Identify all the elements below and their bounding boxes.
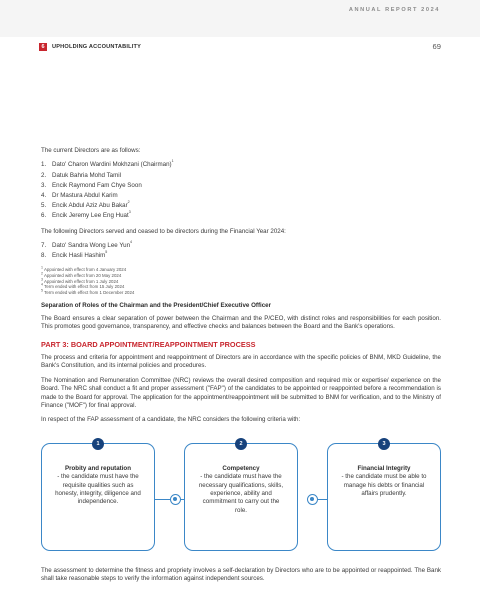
- footnote: $^2$ Appointed with effect from 20 May 2024: [41, 271, 122, 278]
- criteria-title: Financial Integrity: [357, 464, 411, 472]
- list-item: 7. Dato' Sandra Wong Lee Yun 4: [41, 239, 133, 249]
- footnote: $^3$ Appointed with effect from 1 July 2024: [41, 277, 119, 284]
- report-title: ANNUAL REPORT 2024: [348, 7, 440, 13]
- list-item: 8. Encik Hasli Hashim 5: [41, 250, 108, 260]
- list-item: 2. Datuk Bahria Mohd Tamil: [41, 171, 122, 179]
- criteria-description: - the candidate must have the necessary qualifications, skills, experience, ability and commitment to carry out the role.: [198, 473, 284, 514]
- header-band: [0, 0, 480, 37]
- part3-title: PART 3: BOARD APPOINTMENT/REAPPOINTMENT PROCESS: [41, 339, 256, 349]
- criteria-card-probity: [41, 440, 155, 551]
- part3-paragraph-3: In respect of the FAP assessment of a candidate, the NRC considers the following criteria with:: [41, 416, 301, 424]
- footnote: $^1$ Appointed with effect from 4 January 2024: [41, 265, 127, 273]
- criteria-card-financial-integrity: [327, 440, 441, 551]
- page-number: 69: [432, 42, 441, 51]
- criteria-description: - the candidate must have the requisite qualities such as honesty, integrity, diligence and independence.: [55, 473, 141, 506]
- directors-intro: The current Directors are as follows:: [41, 147, 141, 154]
- criteria-title: Competency: [222, 464, 260, 472]
- list-item: 4. Dr Mastura Abdul Karim: [41, 191, 118, 199]
- list-item: 1. Dato' Charon Wardini Mokhzani (Chairman) 1: [41, 159, 174, 169]
- footnote: $^4$ Term ended with effect from 15 July 2024: [41, 282, 125, 290]
- connector-dot-icon: [307, 494, 318, 505]
- list-item: 3. Encik Raymond Fam Chye Soon: [41, 181, 142, 189]
- part3-paragraph-2: The Nomination and Remuneration Committee (NRC) reviews the overall desired composition and required mix or expertise/ experience on the Board. The NRC shall conduct a fit and proper assessment ("FAP") of the candidates to be appointed or reappointed before a recommendation is made to the Board for approval. The application for the appointment/reappointment will be submitted to BNM for verification, and to the Ministry of Finance ("MOF") for final approval.: [41, 376, 441, 409]
- footnote: $^5$ Term ended with effect from 1 December 2024: [41, 288, 135, 295]
- section-number-badge: 6: [39, 43, 47, 51]
- criteria-description: - the candidate must be able to manage his debts or financial affairs prudently.: [341, 473, 427, 497]
- ceased-directors-intro: The following Directors served and ceased to be directors during the Financial Year 2024:: [41, 227, 286, 235]
- footnotes: [41, 267, 441, 295]
- current-directors-list: [41, 161, 441, 222]
- ceased-directors-list: [41, 239, 441, 262]
- step-number-badge: 1: [92, 438, 104, 450]
- connector-dot-icon: [170, 494, 181, 505]
- list-item: 5. Encik Abdul Aziz Abu Bakar 2: [41, 200, 130, 210]
- part3-closing: The assessment to determine the fitness and propriety involves a self-declaration by Directors who are to be appointed or reappointed. The Bank shall take reasonable steps to verify the information against independent sources.: [41, 566, 441, 583]
- criteria-title: Probity and reputation: [64, 464, 131, 472]
- list-item: 6. Encik Jeremy Lee Eng Huat 3: [41, 210, 131, 220]
- step-number-badge: 2: [235, 438, 247, 450]
- part3-paragraph-1: The process and criteria for appointment and reappointment of Directors are in accordance with the specific policies of BNM, MKD Guideline, the Bank's Constitution, and its internal policies and procedures.: [41, 353, 441, 370]
- separation-body: The Board ensures a clear separation of power between the Chairman and the P/CEO, with distinct roles and responsibilities for each position. This promotes good governance, transparency, and effective checks and balances between the Board and the Bank's operations.: [41, 314, 441, 331]
- main-content: [41, 147, 441, 590]
- section-title: UPHOLDING ACCOUNTABILITY: [52, 44, 142, 50]
- separation-heading: Separation of Roles of the Chairman and the President/Chief Executive Officer: [41, 302, 272, 310]
- step-number-badge: 3: [378, 438, 390, 450]
- criteria-card-competency: [184, 440, 298, 551]
- fap-criteria-diagram: [41, 433, 441, 555]
